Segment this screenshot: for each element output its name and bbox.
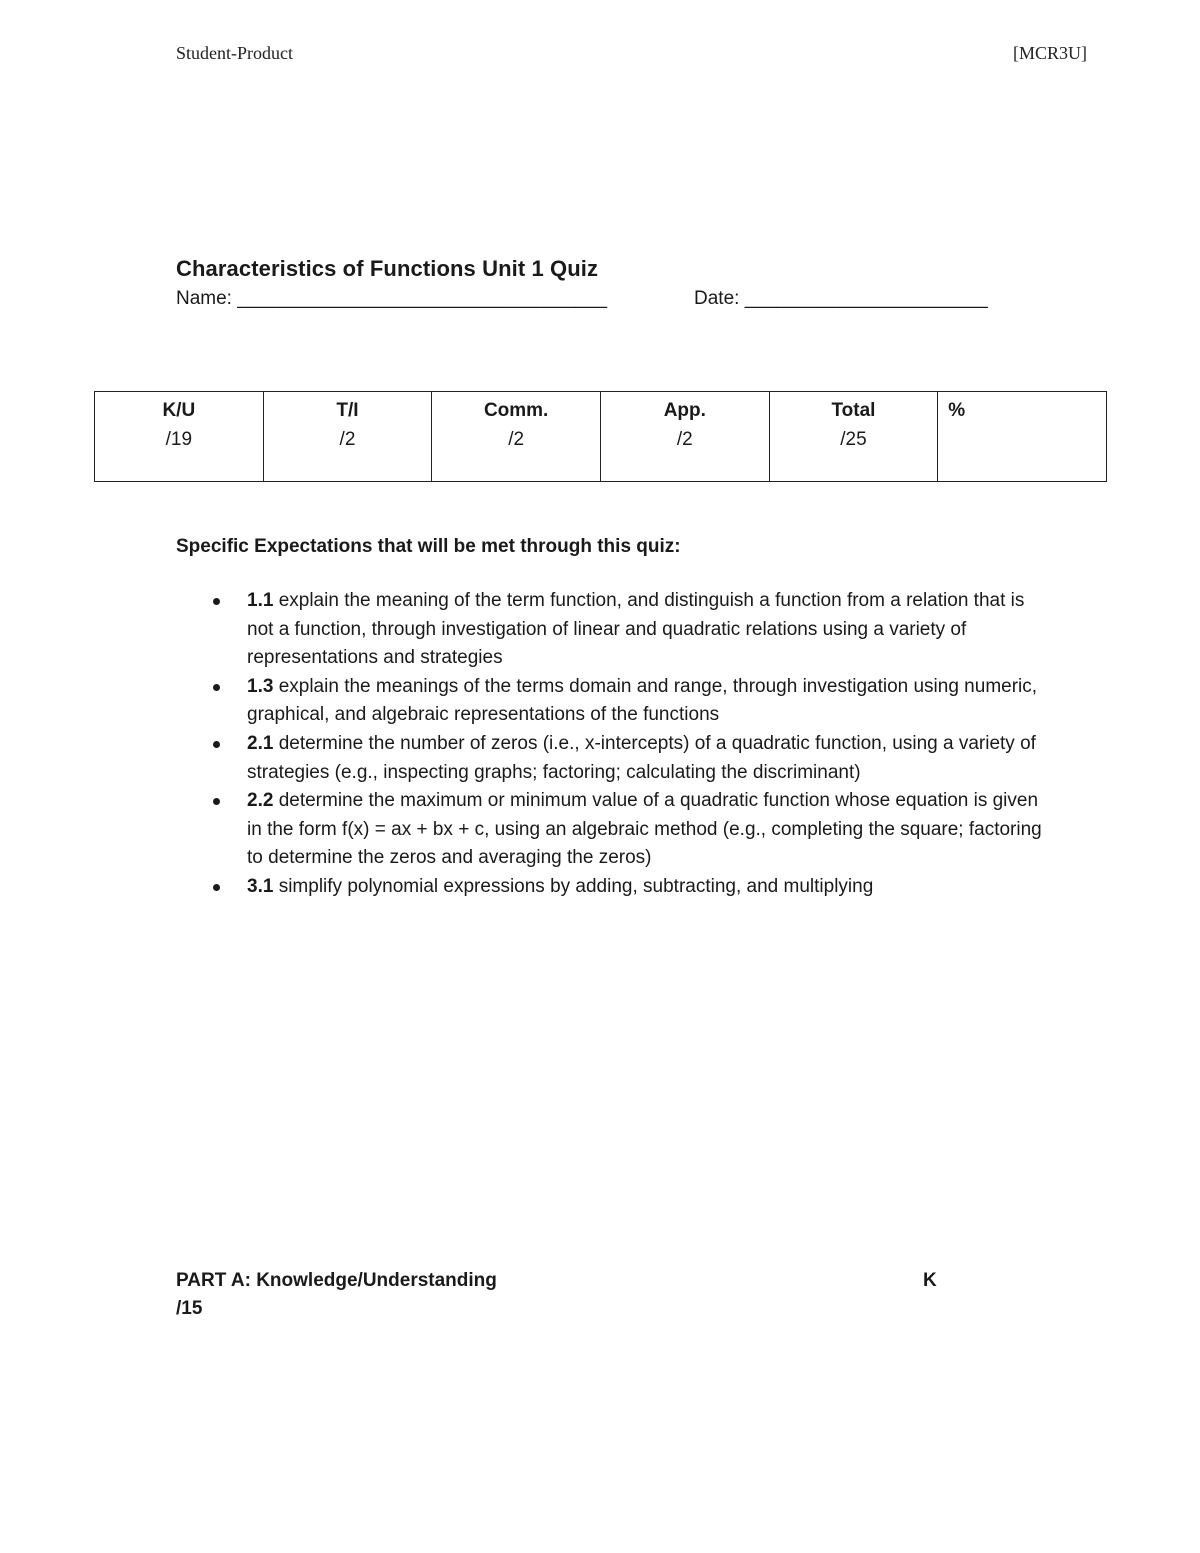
score-cell-percent	[938, 392, 1107, 482]
score-max: /19	[165, 429, 193, 450]
list-item	[176, 873, 1056, 902]
bullet-icon	[213, 884, 220, 891]
score-table	[94, 391, 1107, 482]
expectation-code: 3.1	[247, 875, 274, 897]
score-cell-ku	[95, 392, 264, 482]
list-item	[176, 673, 1056, 730]
part-a-score: /15	[176, 1298, 203, 1319]
score-max: /2	[339, 429, 356, 450]
expectation-text: explain the meaning of the term function, and distinguish a function from a relation that is not a function, through investigation of linear and quadratic relations using a variety of representations and strategies	[247, 590, 1025, 669]
list-item	[176, 730, 1056, 787]
expectation-code: 1.1	[247, 590, 274, 611]
bullet-icon	[213, 598, 220, 605]
running-header-left: Student-Product	[176, 43, 293, 63]
expectation-code: 2.2	[247, 790, 274, 812]
score-category: %	[948, 400, 966, 421]
expectations-list	[176, 587, 1056, 902]
part-a-category: K	[923, 1270, 937, 1291]
expectation-text: explain the meanings of the terms domain and range, through investigation using numeric, graphical, and algebraic representations of the functions	[247, 675, 1038, 726]
score-max: /2	[676, 429, 693, 450]
score-category: K/U	[162, 400, 196, 421]
score-cell-app	[600, 392, 769, 482]
score-max: /25	[840, 429, 867, 450]
score-cell-ti	[263, 392, 432, 482]
score-category: App.	[663, 400, 706, 421]
date-line: Date: _______________________	[694, 288, 988, 309]
score-category: T/I	[336, 400, 359, 421]
score-cell-total	[769, 392, 938, 482]
bullet-icon	[213, 684, 220, 691]
bullet-icon	[213, 741, 220, 748]
score-category: Total	[831, 400, 876, 421]
expectation-text: determine the maximum or minimum value of a quadratic function whose equation is given in the form f(x) = ax + bx + c, using an algebraic method (e.g., completing the square; factoring to determine the zeros and averaging the zeros)	[247, 790, 1042, 869]
list-item	[176, 587, 1056, 673]
bullet-icon	[213, 798, 220, 805]
score-max: /2	[508, 429, 525, 450]
expectations-heading: Specific Expectations that will be met through this quiz:	[176, 536, 681, 557]
running-header-right: [MCR3U]	[1013, 43, 1088, 63]
list-item	[176, 787, 1056, 873]
part-a-title: PART A: Knowledge/Understanding	[176, 1270, 497, 1291]
score-row	[95, 392, 1107, 482]
score-category: Comm.	[483, 400, 549, 421]
expectation-code: 2.1	[247, 732, 274, 754]
expectation-text: determine the number of zeros (i.e., x-intercepts) of a quadratic function, using a variety of strategies (e.g., inspecting graphs; factoring; calculating the discriminant)	[247, 732, 1036, 783]
quiz-title: Characteristics of Functions Unit 1 Quiz	[176, 256, 599, 281]
expectation-text: simplify polynomial expressions by adding, subtracting, and multiplying	[273, 875, 874, 897]
name-line: Name: ___________________________________	[176, 288, 608, 309]
score-cell-comm	[432, 392, 601, 482]
expectation-code: 1.3	[247, 675, 274, 697]
